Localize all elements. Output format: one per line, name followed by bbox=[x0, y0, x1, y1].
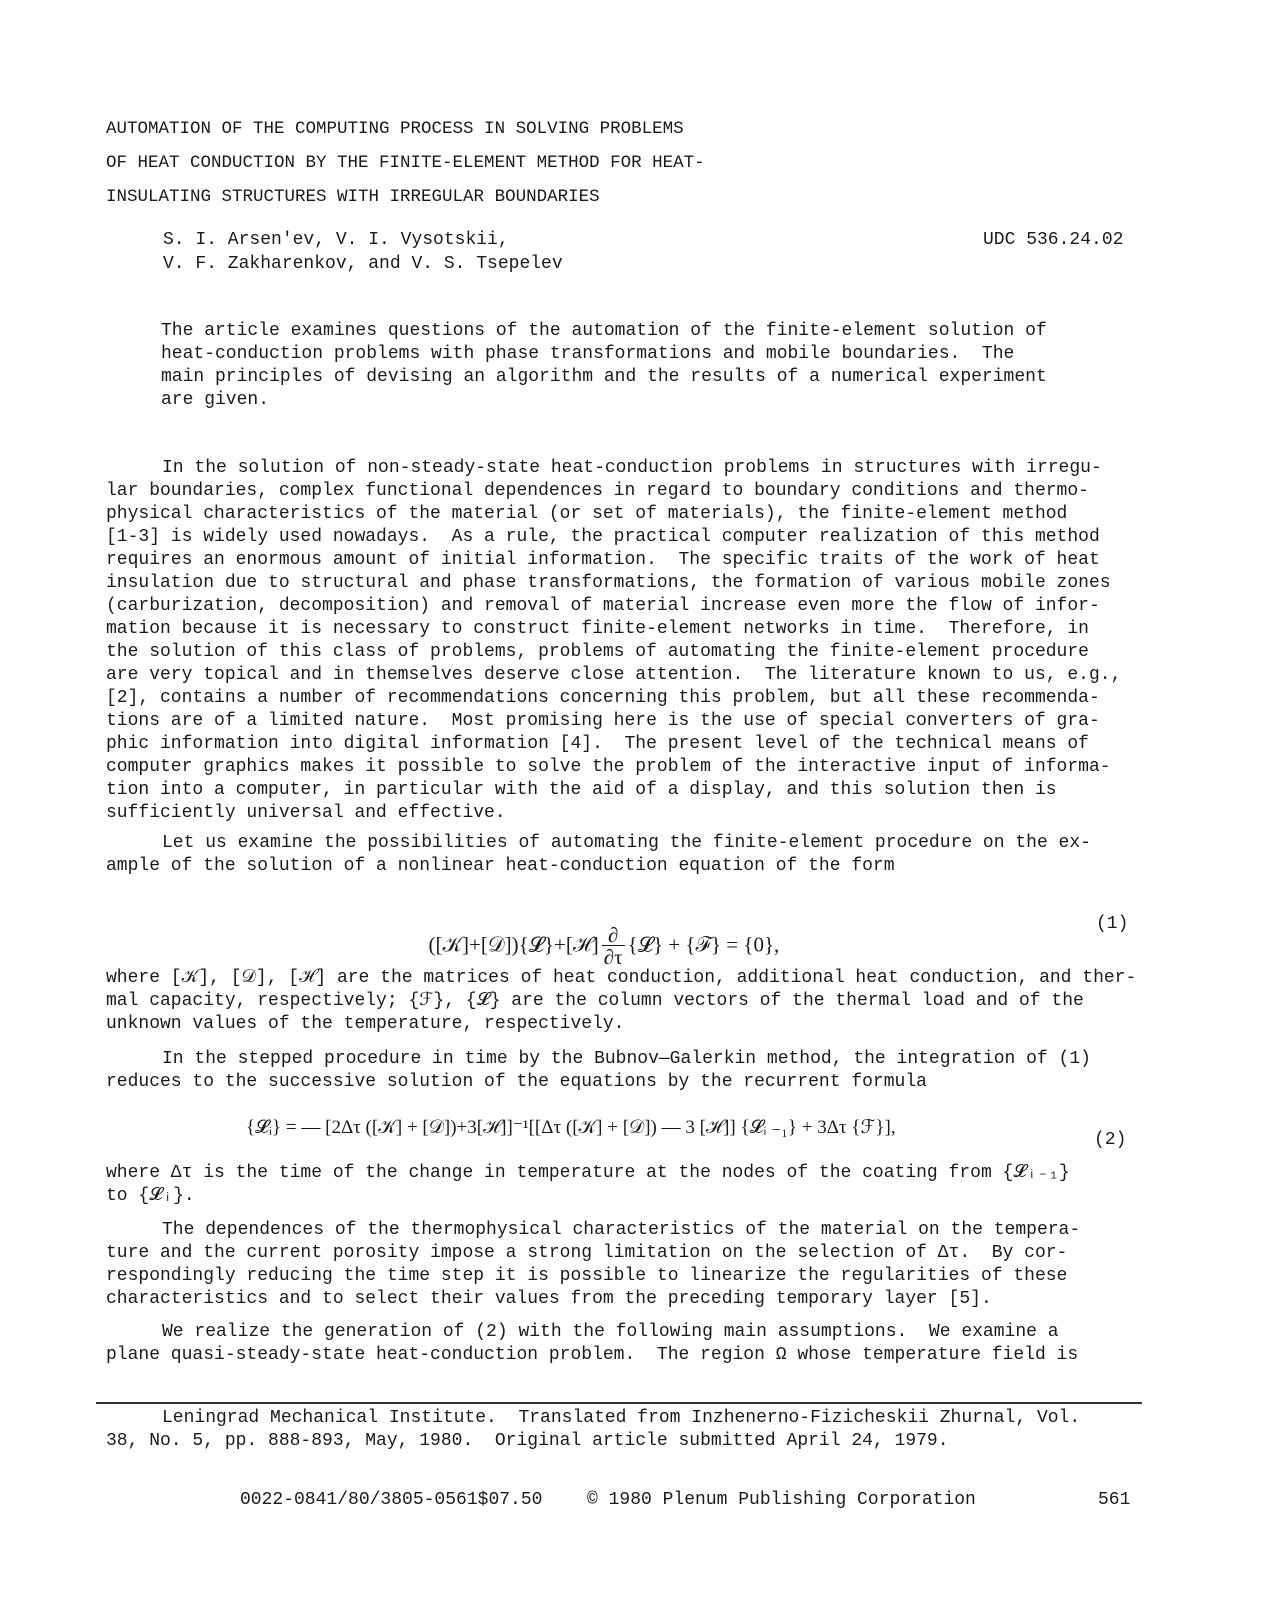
abstract-line: heat-conduction problems with phase transformations and mobile boundaries. The bbox=[161, 344, 1015, 364]
text-line: tions are of a limited nature. Most promising here is the use of special converters of gra- bbox=[106, 711, 1100, 731]
equation-1-lhs: ([𝒦]+[𝒟]){𝓛}+[ℋ] bbox=[428, 932, 599, 957]
title-line: AUTOMATION OF THE COMPUTING PROCESS IN SOLVING PROBLEMS bbox=[106, 119, 684, 139]
text-line: computer graphics makes it possible to solve the problem of the interactive input of informa- bbox=[106, 757, 1111, 777]
text-line: where Δτ is the time of the change in temperature at the nodes of the coating from {𝓛ᵢ₋₁} bbox=[106, 1163, 1070, 1183]
text-line: to {𝓛ᵢ}. bbox=[106, 1186, 195, 1206]
author-list bbox=[163, 228, 563, 276]
equation-2: {𝓛ᵢ} = — [2Δτ ([𝒦] + [𝒟])+3[ℋ]]⁻¹[[Δτ ([𝒦] + [𝒟]) — 3 [ℋ]] {𝓛ᵢ ₋₁} + 3Δτ {ℱ}], bbox=[246, 1117, 896, 1138]
udc-code: UDC 536.24.02 bbox=[983, 230, 1124, 250]
text-line: phic information into digital information [4]. The present level of the technical means of bbox=[106, 734, 1089, 754]
text-line: Let us examine the possibilities of automating the finite-element procedure on the ex- bbox=[162, 833, 1091, 853]
abstract-line: main principles of devising an algorithm and the results of a numerical experiment bbox=[161, 367, 1047, 387]
body-paragraph-6 bbox=[106, 1219, 1156, 1311]
text-line: unknown values of the temperature, respectively. bbox=[106, 1014, 625, 1034]
text-line: where [𝒦], [𝒟], [ℋ] are the matrices of heat conduction, additional heat conduction, and ther- bbox=[106, 968, 1137, 988]
abstract-line: are given. bbox=[161, 390, 270, 410]
text-line: insulation due to structural and phase transformations, the formation of various mobile zones bbox=[106, 573, 1111, 593]
equation-1 bbox=[418, 900, 779, 968]
footnote-line: 38, No. 5, pp. 888-893, May, 1980. Original article submitted April 24, 1979. bbox=[106, 1431, 949, 1451]
equation-1-number: (1) bbox=[1096, 914, 1129, 934]
frac-denominator: ∂τ bbox=[603, 945, 623, 969]
text-line: ample of the solution of a nonlinear heat-conduction equation of the form bbox=[106, 856, 895, 876]
text-line: physical characteristics of the material (or set of materials), the finite-element method bbox=[106, 504, 1068, 524]
body-paragraph-5 bbox=[106, 1162, 1156, 1208]
text-line: the solution of this class of problems, problems of automating the finite-element procedure bbox=[106, 642, 1089, 662]
text-line: plane quasi-steady-state heat-conduction problem. The region Ω whose temperature field is bbox=[106, 1345, 1079, 1365]
text-line: sufficiently universal and effective. bbox=[106, 803, 506, 823]
text-line: tion into a computer, in particular with the aid of a display, and this solution then is bbox=[106, 780, 1057, 800]
page-number: 561 bbox=[1098, 1490, 1131, 1510]
text-line: ture and the current porosity impose a strong limitation on the selection of Δτ. By cor- bbox=[106, 1243, 1068, 1263]
publication-code: 0022-0841/80/3805-0561$07.50 bbox=[240, 1490, 543, 1510]
frac-numerator: ∂ bbox=[602, 925, 625, 946]
body-paragraph-3 bbox=[106, 967, 1156, 1036]
text-line: (carburization, decomposition) and removal of material increase even more the flow of infor- bbox=[106, 596, 1100, 616]
footnote-line: Leningrad Mechanical Institute. Translated from Inzhenerno-Fizicheskii Zhurnal, Vol. bbox=[162, 1408, 1081, 1428]
equation-1-rhs: {𝓛} + {ℱ} = {0}, bbox=[627, 932, 780, 957]
equation-2-number: (2) bbox=[1094, 1130, 1127, 1150]
text-line: respondingly reducing the time step it is possible to linearize the regularities of these bbox=[106, 1266, 1068, 1286]
footnote bbox=[106, 1407, 1080, 1453]
copyright-notice: © 1980 Plenum Publishing Corporation bbox=[587, 1490, 976, 1510]
abstract bbox=[161, 320, 1101, 412]
text-line: are very topical and in themselves deserve close attention. The literature known to us, e.g., bbox=[106, 665, 1122, 685]
text-line: characteristics and to select their values from the preceding temporary layer [5]. bbox=[106, 1289, 992, 1309]
abstract-line: The article examines questions of the automation of the finite-element solution of bbox=[161, 321, 1047, 341]
title-line: OF HEAT CONDUCTION BY THE FINITE-ELEMENT METHOD FOR HEAT- bbox=[106, 153, 705, 173]
text-line: [2], contains a number of recommendations concerning this problem, but all these recommenda- bbox=[106, 688, 1100, 708]
text-line: We realize the generation of (2) with the following main assumptions. We examine a bbox=[162, 1322, 1059, 1342]
footnote-divider bbox=[96, 1402, 1142, 1404]
text-line: lar boundaries, complex functional dependences in regard to boundary conditions and thermo- bbox=[106, 481, 1089, 501]
text-line: The dependences of the thermophysical characteristics of the material on the tempera- bbox=[162, 1220, 1081, 1240]
text-line: [1-3] is widely used nowadays. As a rule, the practical computer realization of this method bbox=[106, 527, 1100, 547]
text-line: requires an enormous amount of initial information. The specific traits of the work of heat bbox=[106, 550, 1100, 570]
body-paragraph-1 bbox=[106, 457, 1156, 825]
text-line: In the solution of non-steady-state heat-conduction problems in structures with irregu- bbox=[162, 458, 1102, 478]
article-title bbox=[106, 112, 705, 214]
title-line: INSULATING STRUCTURES WITH IRREGULAR BOUNDARIES bbox=[106, 187, 600, 207]
author-line: S. I. Arsen'ev, V. I. Vysotskii, bbox=[163, 230, 509, 250]
text-line: In the stepped procedure in time by the Bubnov—Galerkin method, the integration of (1) bbox=[162, 1049, 1091, 1069]
text-line: reduces to the successive solution of the equations by the recurrent formula bbox=[106, 1072, 927, 1092]
body-paragraph-7 bbox=[106, 1321, 1156, 1367]
text-line: mal capacity, respectively; {ℱ}, {𝓛} are the column vectors of the thermal load and of the bbox=[106, 991, 1084, 1011]
partial-derivative bbox=[602, 925, 625, 968]
body-paragraph-2 bbox=[106, 832, 1156, 878]
body-paragraph-4 bbox=[106, 1048, 1156, 1094]
text-line: mation because it is necessary to construct finite-element networks in time. Therefore, in bbox=[106, 619, 1089, 639]
author-line: V. F. Zakharenkov, and V. S. Tsepelev bbox=[163, 254, 563, 274]
